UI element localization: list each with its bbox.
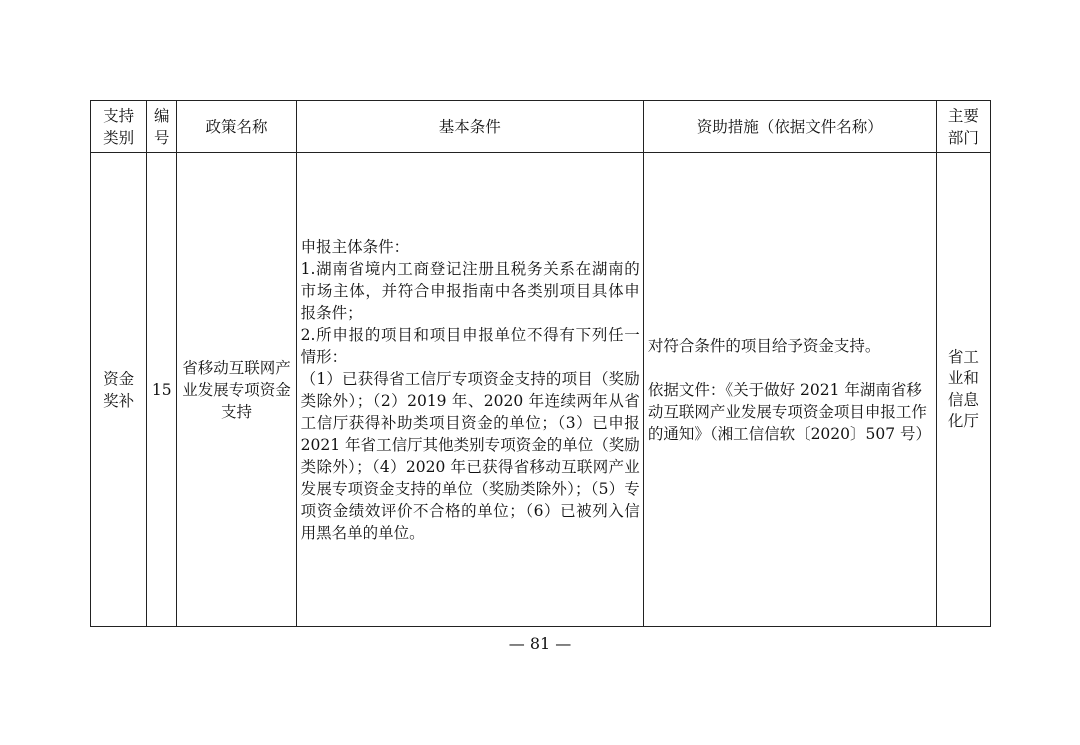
header-department: 主要部门 bbox=[936, 101, 990, 153]
policy-table bbox=[90, 100, 991, 627]
header-basic-conditions: 基本条件 bbox=[296, 101, 643, 153]
cell-policy-name: 省移动互联网产业发展专项资金支持 bbox=[177, 153, 296, 627]
table-header-row bbox=[91, 101, 991, 153]
page-number: — 81 — bbox=[508, 634, 572, 653]
measure-basis: 依据文件：《关于做好 2021 年湖南省移动互联网产业发展专项资金项目申报工作的通知》（湘工信信软〔2020〕507 号） bbox=[647, 380, 932, 443]
condition-line: 1.湖南省境内工商登记注册且税务关系在湖南的市场主体，并符合申报指南中各类别项目具体申报条件； bbox=[300, 259, 640, 322]
cell-category: 资金奖补 bbox=[91, 153, 147, 627]
cell-number: 15 bbox=[147, 153, 177, 627]
header-category: 支持类别 bbox=[91, 101, 147, 153]
condition-line: （1）已获得省工信厅专项资金支持的项目（奖励类除外）；（2）2019 年、2020 年连续两年从省工信厅获得补助类项目资金的单位；（3）已申报 2021 年省工信厅其他类别专项资金的单位（奖励类除外）；（4）2020 年已获得省移动互联网产业发展专项资金支持的单位（奖励类除外）；（5）专项资金绩效评价不合格的单位；（6）已被列入信用黑名单的单位。 bbox=[300, 369, 640, 542]
header-support-measures: 资助措施（依据文件名称） bbox=[643, 101, 936, 153]
cell-basic-conditions bbox=[296, 153, 643, 627]
condition-line: 2.所申报的项目和项目申报单位不得有下列任一情形： bbox=[300, 325, 640, 366]
header-policy-name: 政策名称 bbox=[177, 101, 296, 153]
cell-department: 省工业和信息化厅 bbox=[936, 153, 990, 627]
measure-main: 对符合条件的项目给予资金支持。 bbox=[647, 336, 881, 355]
paragraph-gap bbox=[648, 357, 933, 379]
cell-support-measures bbox=[643, 153, 936, 627]
table-row bbox=[91, 153, 991, 627]
header-number: 编号 bbox=[147, 101, 177, 153]
condition-line: 申报主体条件： bbox=[300, 237, 410, 256]
